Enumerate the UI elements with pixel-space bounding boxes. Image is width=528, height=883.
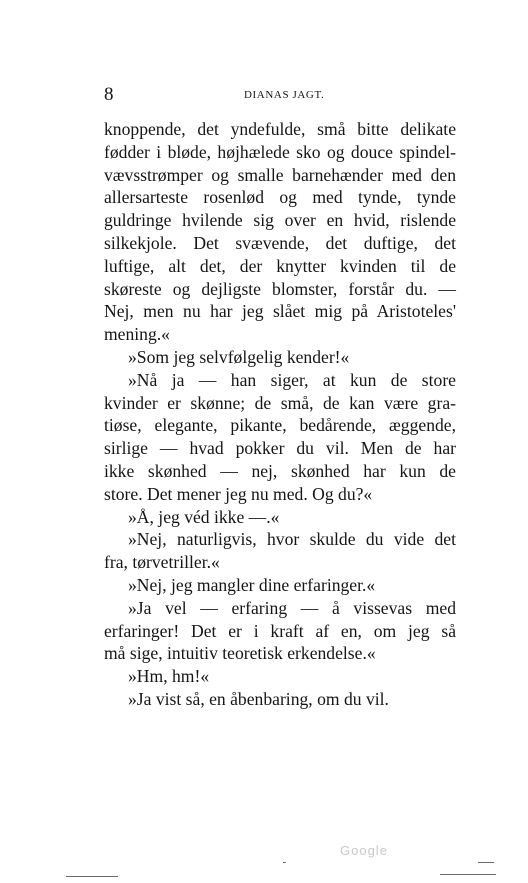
text-line: »Nej, jeg mangler dine erfaringer.«	[128, 574, 376, 595]
text-line: silkekjole. Det svævende, det duftige, det	[104, 232, 456, 253]
text-line: knoppende, det yndefulde, små bitte delikate	[104, 119, 456, 139]
text-line: sirlige — hvad pokker du vil. Men de har	[104, 438, 456, 459]
text-line: guldringe hvilende sig over en hvid, rislende	[104, 210, 456, 231]
text-line: vævsstrømper og smalle barnehænder med den	[104, 164, 456, 185]
text-line: allersarteste rosenlød og med tynde, tynde	[104, 187, 456, 208]
text-line: ikke skønhed — nej, skønhed har kun de	[104, 460, 456, 481]
text-line: må sige, intuitiv teoretisk erkendelse.«	[104, 643, 376, 664]
text-line: Nej, men nu har jeg slået mig på Aristoteles'	[104, 301, 456, 322]
text-line: tiøse, elegante, pikante, bedårende, æggende,	[104, 415, 456, 436]
text-line: fødder i bløde, højhælede sko og douce spindel-	[104, 141, 456, 162]
scan-artifact	[478, 862, 494, 863]
running-title: DIANAS JAGT.	[244, 89, 325, 101]
page-header	[104, 84, 456, 106]
text-line: »Nå ja — han siger, at kun de store	[128, 369, 456, 390]
text-line: store. Det mener jeg nu med. Og du?«	[104, 483, 373, 504]
text-line: »Som jeg selvfølgelig kender!«	[128, 346, 350, 367]
text-line: »Ja vel — erfaring — å vissevas med	[128, 597, 456, 618]
text-line: luftige, alt det, der knytter kvinden til de	[104, 255, 456, 276]
scan-artifact	[283, 862, 286, 863]
scan-artifact	[440, 874, 496, 875]
text-line: kvinder er skønne; de små, de kan være gra-	[104, 392, 456, 413]
text-line: skøreste og dejligste blomster, forstår du. —	[104, 278, 456, 299]
text-line: erfaringer! Det er i kraft af en, om jeg så	[104, 620, 456, 641]
text-line: »Nej, naturligvis, hvor skulde du vide det	[128, 529, 456, 550]
text-line: »Hm, hm!«	[128, 666, 210, 687]
page-number: 8	[104, 84, 114, 105]
body-text	[104, 118, 456, 711]
google-watermark: Google	[340, 843, 388, 858]
text-line: fra, tørvetriller.«	[104, 552, 220, 573]
text-line: »Å, jeg véd ikke —.«	[128, 506, 280, 527]
text-line: mening.«	[104, 324, 170, 345]
text-line: »Ja vist så, en åbenbaring, om du vil.	[128, 688, 389, 709]
scan-artifact	[66, 876, 118, 877]
